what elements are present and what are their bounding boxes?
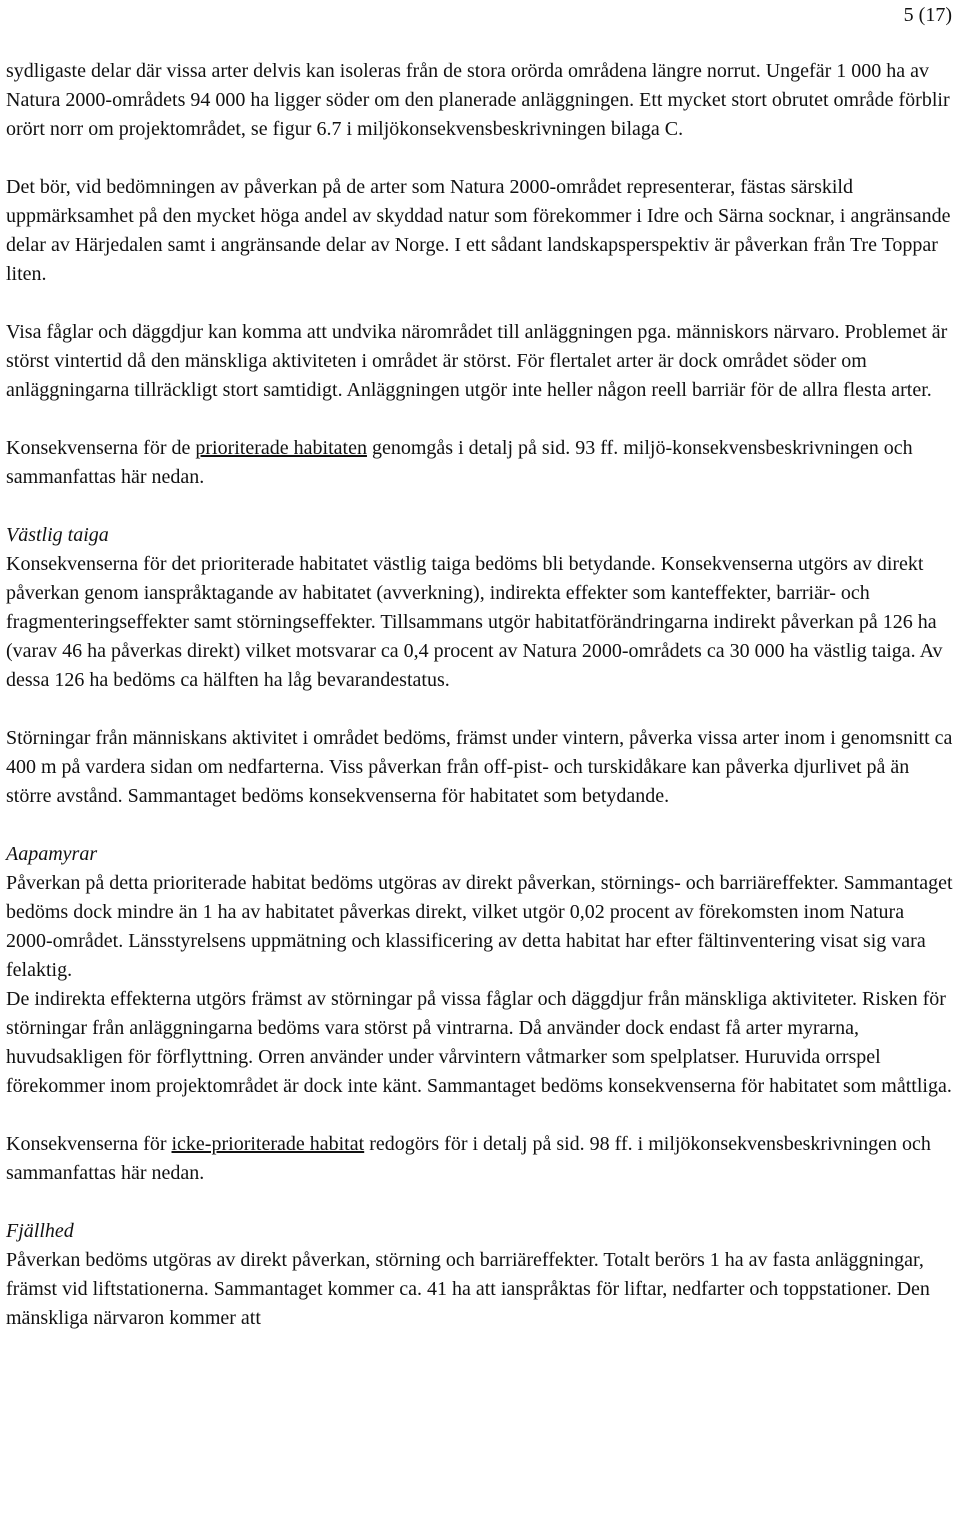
text-after-link: genomgås i detalj på sid. 93 ff. miljö-konsekvensbeskrivningen och sammanfattas här nedan. <box>6 437 913 488</box>
section-heading-aapamyrar: Aapamyrar <box>6 843 98 865</box>
prioritized-habitats-link[interactable]: prioriterade habitaten <box>195 437 367 459</box>
document-page <box>6 0 954 1333</box>
section-fjallhed <box>6 1217 954 1333</box>
paragraph-aapamyrar-direct: Påverkan på detta prioriterade habitat bedöms utgöras av direkt påverkan, störnings- och barriäreffekter. Sammantaget bedöms dock mindre än 1 ha av habitatet påverkas direkt, vilket utgör 0,02 procent av förekomsten inom Natura 2000-området. Länsstyrelsens uppmätning och klassificering av detta habitat har efter fältinventering visat sig vara felaktig. <box>6 872 953 981</box>
text-after-link: redogörs för i detalj på sid. 98 ff. i miljökonsekvensbeskrivningen och sammanfattas här nedan. <box>6 1133 931 1184</box>
section-heading-fjallhed: Fjällhed <box>6 1220 74 1242</box>
text-before-link: Konsekvenserna för <box>6 1133 172 1155</box>
paragraph-vastlig-taiga-effects: Konsekvenserna för det prioriterade habitatet västlig taiga bedöms bli betydande. Konsekvenserna utgörs av direkt påverkan genom ianspråktagande av habitatet (avverkning), indirekta effekter som kanteffekter, barriär- och fragmenteringseffekter samt störningseffekter. Tillsammans utgör habitatförändringarna indirekt påverkan på 126 ha (varav 46 ha påverkas direkt) vilket motsvarar ca 0,4 procent av Natura 2000-områdets ca 30 000 ha västlig taiga. Av dessa 126 ha bedöms ca hälften ha låg bevarandestatus. <box>6 553 943 691</box>
text-before-link: Konsekvenserna för de <box>6 437 196 459</box>
non-prioritized-habitats-link[interactable]: icke-prioriterade habitat <box>171 1133 365 1155</box>
paragraph-non-prioritized-habitats-intro <box>6 1130 954 1188</box>
page-number: 5 (17) <box>903 4 952 26</box>
paragraph-southern-areas: sydligaste delar där vissa arter delvis kan isoleras från de stora orörda områdena längre norrut. Ungefär 1 000 ha av Natura 2000-områdets 94 000 ha ligger söder om den planerade anläggningen. Ett mycket stort obrutet område förblir orört norr om projektområdet, se figur 6.7 i miljökonsekvensbeskrivningen bilaga C. <box>6 60 950 140</box>
paragraph-prioritized-habitats-intro <box>6 434 954 492</box>
section-aapamyrar <box>6 840 954 1101</box>
paragraph-vastlig-taiga-disturbance: Störningar från människans aktivitet i området bedöms, främst under vintern, påverka vissa arter inom i genomsnitt ca 400 m på vardera sidan om nedfarterna. Viss påverkan från off-pist- och turskidåkare kan påverka djurlivet på än större avstånd. Sammantaget bedöms konsekvenserna för habitatet som betydande. <box>6 727 953 807</box>
paragraph-aapamyrar-indirect: De indirekta effekterna utgörs främst av störningar på vissa fåglar och däggdjur från mänskliga aktiviteter. Risken för störningar från anläggningarna bedöms vara störst på vintrarna. Då använder dock endast få arter myrarna, huvudsakligen för förflyttning. Orren använder under vårvintern våtmarker som spelplatser. Huruvida orrspel förekommer inom projektområdet är dock inte känt. Sammantaget bedöms konsekvenserna för habitatet som måttliga. <box>6 988 952 1097</box>
section-vastlig-taiga <box>6 521 954 811</box>
paragraph-fjallhed-effects: Påverkan bedöms utgöras av direkt påverkan, störning och barriäreffekter. Totalt berörs 1 ha av fasta anläggningar, främst vid liftstationerna. Sammantaget kommer ca. 41 ha att ianspråktas för liftar, nedfarter och toppstationer. Den mänskliga närvaron kommer att <box>6 1249 930 1329</box>
section-heading-vastlig-taiga: Västlig taiga <box>6 524 109 546</box>
paragraph-birds-mammals: Visa fåglar och däggdjur kan komma att undvika närområdet till anläggningen pga. människors närvaro. Problemet är störst vintertid då den mänskliga aktiviteten i området är störst. För flertalet arter är dock området söder om anläggningarna tillräckligt stort samtidigt. Anläggningen utgör inte heller någon reell barriär för de allra flesta arter. <box>6 321 948 401</box>
paragraph-assessment-perspective: Det bör, vid bedömningen av påverkan på de arter som Natura 2000-området representerar, fästas särskild uppmärksamhet på den mycket höga andel av skyddad natur som förekommer i Idre och Särna socknar, i angränsande delar av Härjedalen samt i angränsande delar av Norge. I ett sådant landskapsperspektiv är påverkan från Tre Toppar liten. <box>6 176 951 285</box>
